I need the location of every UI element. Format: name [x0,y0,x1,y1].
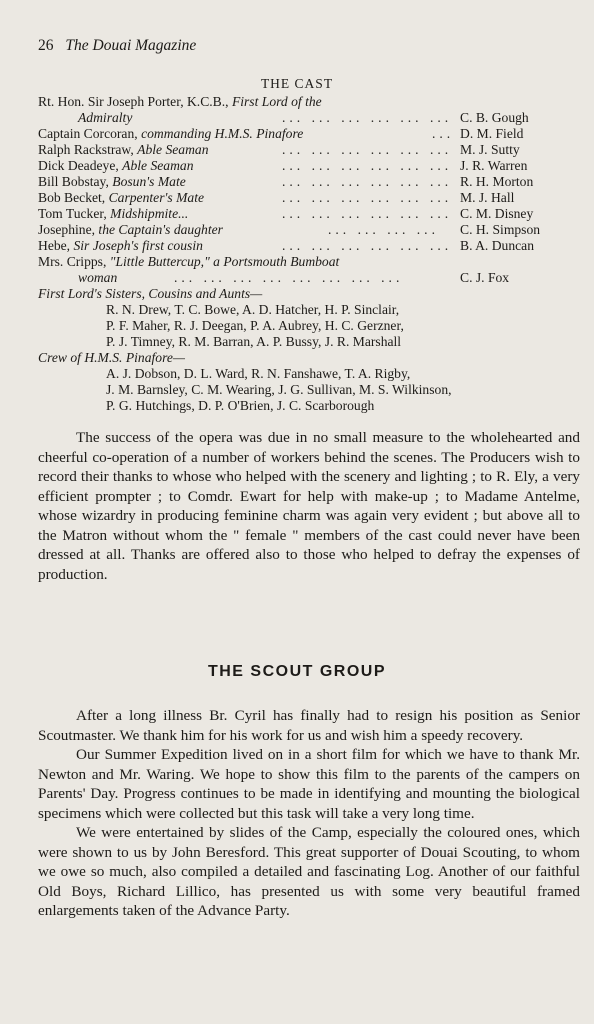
leader-dots: ... ... ... ... ... ... [282,174,453,189]
character-name: Mrs. Cripps, [38,254,110,269]
sisters-heading: First Lord's Sisters, Cousins and Aunts— [38,286,263,301]
actor-name: M. J. Hall [460,190,515,205]
cast-row [38,222,566,238]
page-number: 26 [38,37,54,54]
opera-thanks-section [38,428,580,584]
actor-name: J. R. Warren [460,158,528,173]
name-line: P. F. Maher, R. J. Deegan, P. A. Aubrey, H. C. Gerzner, [106,318,404,333]
magazine-title: The Douai Magazine [65,37,197,54]
character-description: commanding H.M.S. Pinafore [141,126,304,141]
character-name: Tom Tucker, [38,206,111,221]
leader-dots: ... ... ... ... ... ... [282,238,453,253]
actor-name: D. M. Field [460,126,524,141]
character-description: the Captain's daughter [98,222,223,237]
cast-row [38,126,566,142]
leader-dots: ... [432,126,455,141]
character-description: Able Seaman [122,158,194,173]
leader-dots: ... ... ... ... ... ... [282,110,453,125]
cast-list [38,94,566,414]
character-name: Dick Deadeye, [38,158,123,173]
character-description: First Lord of the [231,94,322,109]
character-description: Bosun's Mate [112,174,186,189]
cast-row [38,254,566,270]
name-line: J. M. Barnsley, C. M. Wearing, J. G. Sullivan, M. S. Wilkinson, [106,382,452,397]
leader-dots: ... ... ... ... ... ... [282,142,453,157]
character-name: Hebe, [38,238,74,253]
crew-list [38,366,566,414]
character-name: Rt. Hon. Sir Joseph Porter, K.C.B., [38,94,232,109]
actor-name: M. J. Sutty [460,142,520,157]
actor-name: C. M. Disney [460,206,534,221]
actor-name: B. A. Duncan [460,238,535,253]
leader-dots: ... ... ... ... ... ... ... ... [174,270,404,285]
name-line: R. N. Drew, T. C. Bowe, A. D. Hatcher, H. P. Sinclair, [106,302,400,317]
actor-name: C. H. Simpson [460,222,541,237]
character-description: Able Seaman [137,142,209,157]
cast-row [38,270,566,286]
scout-section [38,706,580,921]
cast-row [38,206,566,222]
body-paragraph: Our Summer Expedition lived on in a short film for which we have to thank Mr. Newton and Mr. Waring. We hope to show this film to the parents of the campers on Parents' Day. Progress continues to be made in identifying and mounting the biological specimens which were collected but this task will take a very long time. [38,746,580,822]
section-heading: THE SCOUT GROUP [207,663,387,680]
crew-heading: Crew of H.M.S. Pinafore— [38,350,186,365]
character-name: Ralph Rackstraw, [38,142,138,157]
cast-heading: THE CAST [260,76,334,91]
body-paragraph: After a long illness Br. Cyril has finally had to resign his position as Senior Scoutmaster. We thank him for his work for us and wish him a speedy recovery. [38,707,580,744]
character-name: Bill Bobstay, [38,174,113,189]
character-description: Carpenter's Mate [108,190,205,205]
body-paragraph: We were entertained by slides of the Camp, especially the coloured ones, which were shown to us by John Beresford. This great supporter of Douai Scouting, to whom we owe so much, also compiled a detailed and fascinating Log. Another of our faithful Old Boys, Richard Lillico, has presented us with some very beautiful framed enlargements taken of the Advance Party. [38,824,580,919]
character-description: Admiralty [78,110,133,125]
cast-row [38,174,566,190]
leader-dots: ... ... ... ... [328,222,439,237]
actor-name: C. J. Fox [460,270,510,285]
cast-row [38,190,566,206]
character-description: "Little Buttercup," a Portsmouth Bumboat [109,254,340,269]
name-line: A. J. Dobson, D. L. Ward, R. N. Fanshawe, T. A. Rigby, [106,366,411,381]
cast-row [38,238,566,254]
leader-dots: ... ... ... ... ... ... [282,190,453,205]
leader-dots: ... ... ... ... ... ... [282,158,453,173]
character-description: woman [78,270,118,285]
cast-row [38,158,566,174]
character-description: Sir Joseph's first cousin [73,238,203,253]
running-header [38,37,196,55]
body-paragraph: The success of the opera was due in no small measure to the wholehearted and cheerful co-operation of a number of workers behind the scenes. The Producers wish to record their thanks to whose who helped with the scenery and lighting ; to R. Ely, a very efficient prompter ; to Comdr. Ewart for help with make-up ; to Madame Antelme, whose wizardry in producing feminine charm was again very evident ; but above all to the Matron without whom the " female " members of the cast could never have been dressed at all. Thanks are offered also to those who helped to defray the expenses of production. [38,429,580,583]
sisters-list [38,302,566,350]
cast-row [38,142,566,158]
name-line: P. G. Hutchings, D. P. O'Brien, J. C. Scarborough [106,398,375,413]
name-line: P. J. Timney, R. M. Barran, A. P. Bussy, J. R. Marshall [106,334,402,349]
character-name: Captain Corcoran, [38,126,142,141]
leader-dots: ... ... ... ... ... ... [282,206,453,221]
cast-row [38,94,566,110]
actor-name: R. H. Morton [460,174,534,189]
character-name: Bob Becket, [38,190,109,205]
cast-row [38,110,566,126]
actor-name: C. B. Gough [460,110,529,125]
character-description: Midshipmite... [110,206,189,221]
character-name: Josephine, [38,222,99,237]
